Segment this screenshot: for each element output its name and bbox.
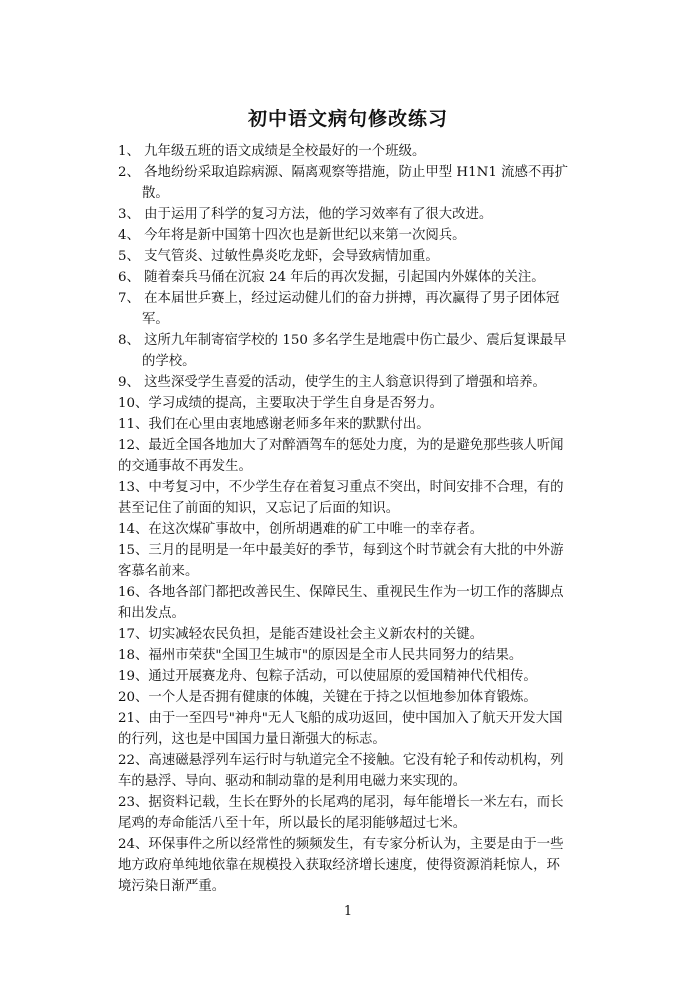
list-item: 23、据资料记载，生长在野外的长尾鸡的尾羽，每年能增长一米左右，而长 尾鸡的寿命能活八至十年，所以最长的尾羽能够超过七米。 xyxy=(118,795,564,831)
list-item: 7、 在本届世乒赛上，经过运动健儿们的奋力拼搏，再次赢得了男子团体冠 军。 xyxy=(118,291,560,327)
list-item: 1、 九年级五班的语文成绩是全校最好的一个班级。 xyxy=(118,144,426,159)
list-item: 22、高速磁悬浮列车运行时与轨道完全不接触。它没有轮子和传动机构，列 车的悬浮、导向、驱动和制动靠的是利用电磁力来实现的。 xyxy=(118,753,564,789)
page-title: 初中语文病句修改练习 xyxy=(247,108,448,130)
list-item: 12、最近全国各地加大了对醉酒驾车的惩处力度，为的是避免那些骇人听闻 的交通事故不再发生。 xyxy=(118,438,564,474)
list-item: 9、 这些深受学生喜爱的活动，使学生的主人翁意识得到了增强和培养。 xyxy=(118,375,546,390)
list-item: 11、我们在心里由衷地感谢老师多年来的默默付出。 xyxy=(118,417,430,432)
page-number: 1 xyxy=(343,904,353,919)
list-item: 13、中考复习中，不少学生存在着复习重点不突出，时间安排不合理，有的 甚至记住了前面的知识，又忘记了后面的知识。 xyxy=(118,480,564,516)
list-item: 4、 今年将是新中国第十四次也是新世纪以来第一次阅兵。 xyxy=(118,228,466,243)
list-item: 14、在这次煤矿事故中，创所胡遇难的矿工中唯一的幸存者。 xyxy=(118,522,484,537)
list-item: 16、各地各部门都把改善民生、保障民生、重视民生作为一切工作的落脚点 和出发点。 xyxy=(118,585,564,621)
list-item: 10、学习成绩的提高，主要取决于学生自身是否努力。 xyxy=(118,396,444,411)
list-item: 6、 随着秦兵马俑在沉寂 24 年后的再次发掘，引起国内外媒体的关注。 xyxy=(118,270,545,285)
list-item: 17、切实减轻农民负担，是能否建设社会主义新农村的关键。 xyxy=(118,627,484,642)
list-item: 8、 这所九年制寄宿学校的 150 多名学生是地震中伤亡最少、震后复课最早 的学校。 xyxy=(118,333,567,369)
list-item: 24、环保事件之所以经常性的频频发生，有专家分析认为，主要是由于一些 地方政府单纯地依靠在规模投入获取经济增长速度，使得资源消耗惊人，环 境污染日渐严重。 xyxy=(118,837,564,894)
list-item: 21、由于一至四号"神舟"无人飞船的成功返回，使中国加入了航天开发大国 的行列，这也是中国国力量日渐强大的标志。 xyxy=(118,711,563,747)
list-item: 18、福州市荣获"全国卫生城市"的原因是全市人民共同努力的结果。 xyxy=(118,648,523,663)
list-item: 15、三月的昆明是一年中最美好的季节，每到这个时节就会有大批的中外游 客慕名前来。 xyxy=(118,543,564,579)
list-item: 3、 由于运用了科学的复习方法，他的学习效率有了很大改进。 xyxy=(118,207,493,222)
list-item: 5、 支气管炎、过敏性鼻炎吃龙虾，会导致病情加重。 xyxy=(118,249,439,264)
list-item: 20、一个人是否拥有健康的体魄，关键在于持之以恒地参加体育锻炼。 xyxy=(118,690,537,705)
exercise-list xyxy=(118,141,576,897)
list-item: 2、 各地纷纷采取追踪病源、隔离观察等措施，防止甲型 H1N1 流感不再扩 散。 xyxy=(118,165,569,201)
list-item: 19、通过开展赛龙舟、包粽子活动，可以使屈原的爱国精神代代相传。 xyxy=(118,669,537,684)
